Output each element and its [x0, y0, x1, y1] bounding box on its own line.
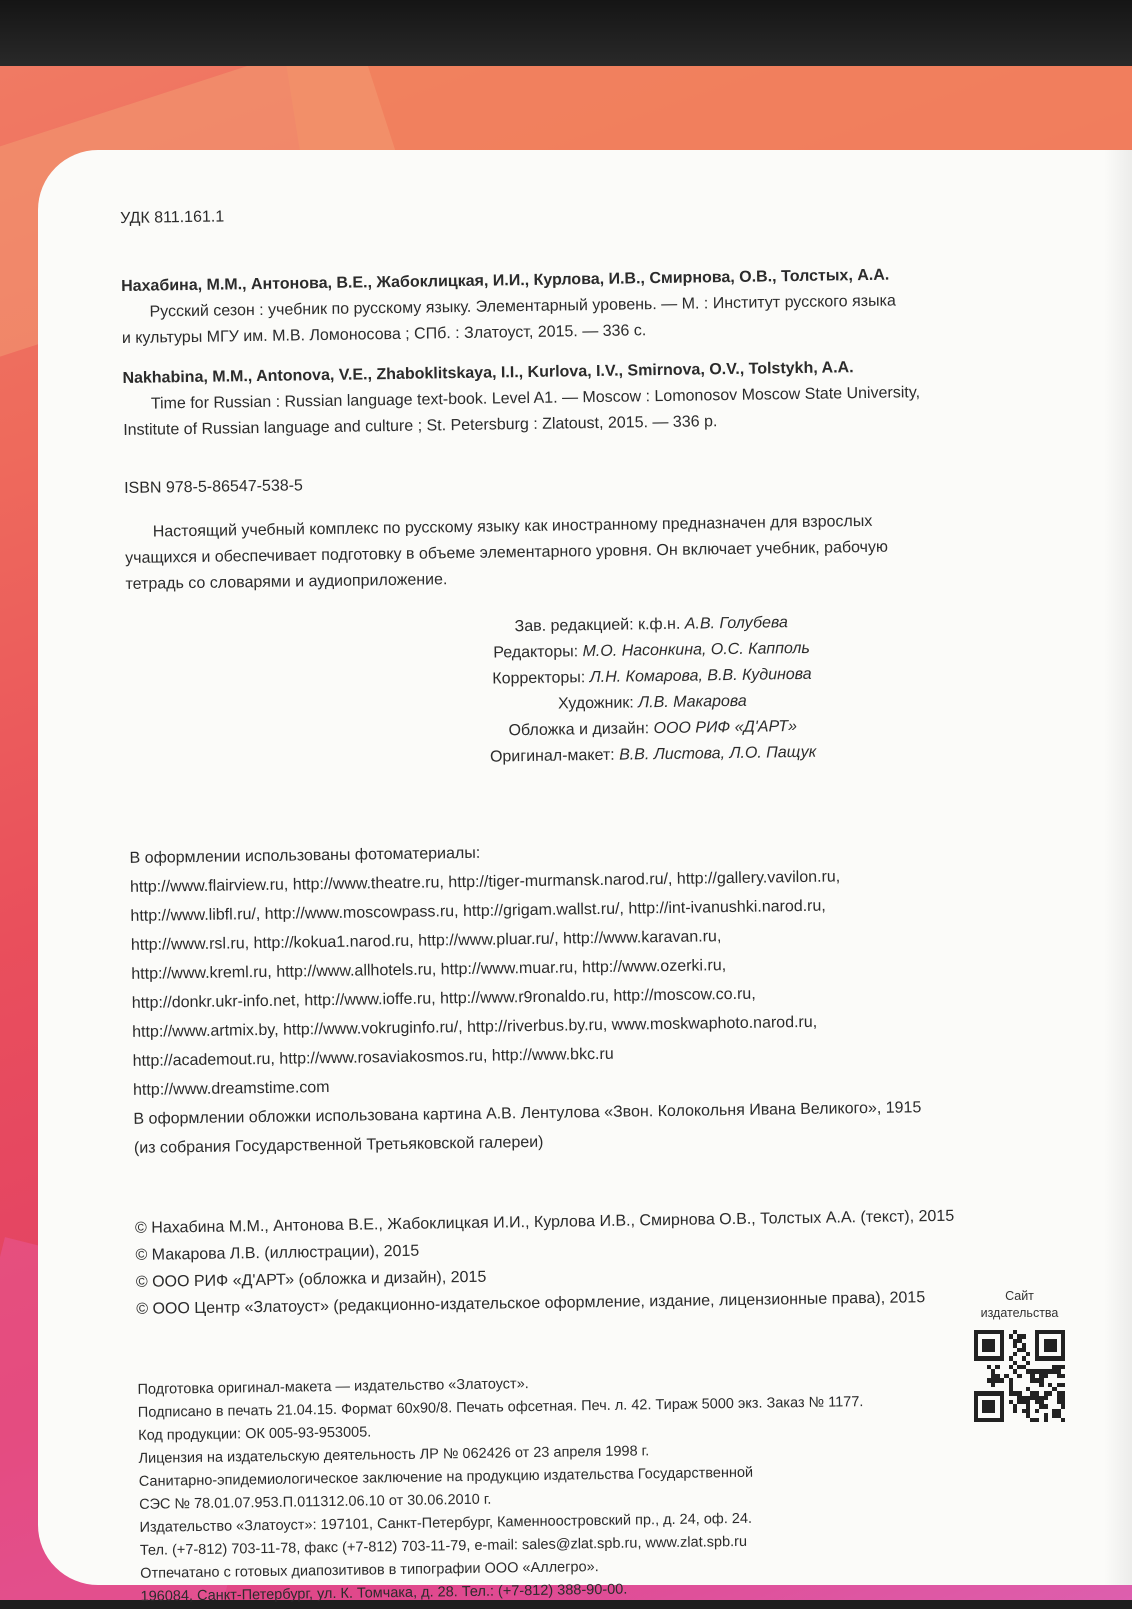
- abstract-line: тетрадь со словарями и аудиоприложение.: [125, 571, 448, 593]
- imprint-line: Лицензия на издательскую деятельность ЛР № 062426 от 23 апреля 1998 г.: [138, 1443, 650, 1467]
- credit-line: Редакторы: М.О. Насонкина, О.С. Капполь: [493, 639, 811, 662]
- scanner-edge: [0, 0, 1132, 70]
- credit-line: Художник: Л.В. Макарова: [557, 692, 747, 713]
- copyright-line: © ООО РИФ «Д'АРТ» (обложка и дизайн), 2015: [135, 1268, 487, 1291]
- editorial-credits: [126, 606, 1068, 776]
- title-line-en: Time for Russian : Russian language text-book. Level A1. — Moscow : Lomonosov Moscow State University,: [150, 384, 921, 413]
- publisher-line-en: Institute of Russian language and culture ; St. Petersburg : Zlatoust, 2015. — 336 p.: [123, 413, 718, 439]
- abstract: [125, 506, 1066, 598]
- qr-code-icon[interactable]: [974, 1330, 1066, 1422]
- photo-credits: [129, 830, 1074, 1163]
- imprint-line: Отпечатано с готовых диапозитивов в типографии ООО «Аллегро».: [140, 1559, 599, 1582]
- imprint-line: Тел. (+7-812) 703-11-78, факс (+7-812) 703-11-79, e-mail: sales@zlat.spb.ru, www.zlat.spb.ru: [139, 1533, 748, 1559]
- publisher-site-qr: [972, 1288, 1067, 1422]
- photo-credits-heading: В оформлении использованы фотоматериалы:: [129, 844, 481, 867]
- photo-credit-line: http://www.libfl.ru/, http://www.moscowpass.ru, http://grigam.wallst.ru/, http://int-ivanushki.narod.ru,: [130, 897, 826, 925]
- isbn: ISBN 978-5-86547-538-5: [124, 477, 304, 497]
- copyright-line: © Нахабина М.М., Антонова В.Е., Жабоклицкая И.И., Курлова И.В., Смирнова О.В., Толстых А.А. (текст), 2015: [134, 1207, 955, 1237]
- credit-line: Оригинал-макет: В.В. Листова, Л.О. Пащук: [489, 743, 817, 766]
- abstract-line: Настоящий учебный комплекс по русскому языку как иностранному предназначен для взрослых: [152, 512, 873, 541]
- qr-caption: Сайт: [1005, 1289, 1034, 1303]
- title-line-ru: Русский сезон : учебник по русскому языку. Элементарный уровень. — М. : Институт русского языка: [149, 292, 896, 321]
- photo-credit-line: http://academout.ru, http://www.rosaviakosmos.ru, http://www.bkc.ru: [132, 1045, 614, 1070]
- photo-credit-line: http://www.rsl.ru, http://kokua1.narod.ru, http://www.pluar.ru/, http://www.karavan.ru,: [130, 928, 722, 954]
- photo-credit-line: http://donkr.ukr-info.net, http://www.ioffe.ru, http://www.r9ronaldo.ru, http://moscow.co.ru,: [131, 985, 756, 1012]
- cover-art-credit: В оформлении обложки использована картина А.В. Лентулова «Звон. Колокольня Ивана Великого», 1915: [133, 1099, 922, 1128]
- bibliographic-record-ru: [121, 260, 1062, 352]
- imprint-line: Санитарно-эпидемиологическое заключение на продукцию издательства Государственной: [138, 1464, 754, 1490]
- photo-credit-line: http://www.artmix.by, http://www.vokruginfo.ru/, http://riverbus.by.ru, www.moskwaphoto.narod.ru,: [132, 1013, 818, 1041]
- imprint-line: 196084, Санкт-Петербург, ул. К. Томчака, д. 28. Тел.: (+7-812) 388-90-00.: [140, 1581, 628, 1605]
- bibliographic-record-en: [122, 352, 1063, 444]
- credit-line: Корректоры: Л.Н. Комарова, В.В. Кудинова: [492, 665, 812, 688]
- copyright-line: © ООО Центр «Златоуст» (редакционно-издательское оформление, издание, лицензионные права), 2015: [136, 1289, 926, 1318]
- authors-en: Nakhabina, M.M., Antonova, V.E., Zhaboklitskaya, I.I., Kurlova, I.V., Smirnova, O.V., Tolstykh, A.A.: [122, 359, 854, 387]
- imprint-block: [137, 1367, 960, 1609]
- photo-credit-line: http://www.flairview.ru, http://www.theatre.ru, http://tiger-murmansk.narod.ru/, http://gallery.vavilon.ru,: [129, 868, 841, 896]
- page-text: [120, 196, 1078, 1605]
- photo-credit-line: http://www.dreamstime.com: [132, 1078, 330, 1099]
- photo-credit-line: http://www.kreml.ru, http://www.allhotels.ru, http://www.muar.ru, http://www.ozerki.ru,: [131, 957, 727, 983]
- abstract-line: учащихся и обеспечивает подготовку в объеме элементарного уровня. Он включает учебник, рабочую: [125, 538, 889, 567]
- copyright-block: [135, 1201, 1076, 1323]
- udk-code: УДК 811.161.1: [120, 208, 225, 227]
- cover-art-credit: (из собрания Государственной Третьяковской галереи): [133, 1133, 544, 1157]
- imprint-line: Издательство «Златоуст»: 197101, Санкт-Петербург, Каменноостровский пр., д. 24, оф. 24.: [139, 1510, 753, 1536]
- authors-ru: Нахабина, М.М., Антонова, В.Е., Жабоклицкая, И.И., Курлова, И.В., Смирнова, О.В., Толстых, А.А.: [121, 266, 890, 295]
- copyright-line: © Макарова Л.В. (иллюстрации), 2015: [135, 1242, 420, 1264]
- imprint-line: Подготовка оригинал-макета — издательство «Златоуст».: [137, 1376, 529, 1398]
- imprint-line: Подписано в печать 21.04.15. Формат 60х90/8. Печать офсетная. Печ. л. 42. Тираж 5000 экз. Заказ № 1177.: [137, 1394, 864, 1421]
- imprint-line: СЭС № 78.01.07.953.П.011312.06.10 от 30.06.2010 г.: [139, 1491, 492, 1513]
- publisher-line-ru: и культуры МГУ им. М.В. Ломоносова ; СПб. : Златоуст, 2015. — 336 с.: [121, 322, 647, 347]
- credit-line: Обложка и дизайн: ООО РИФ «Д'АРТ»: [508, 718, 798, 740]
- imprint-line: Код продукции: ОК 005-93-953005.: [138, 1424, 372, 1444]
- credit-line: Зав. редакцией: к.ф.н. А.В. Голубева: [514, 614, 788, 636]
- qr-caption: издательства: [980, 1306, 1059, 1320]
